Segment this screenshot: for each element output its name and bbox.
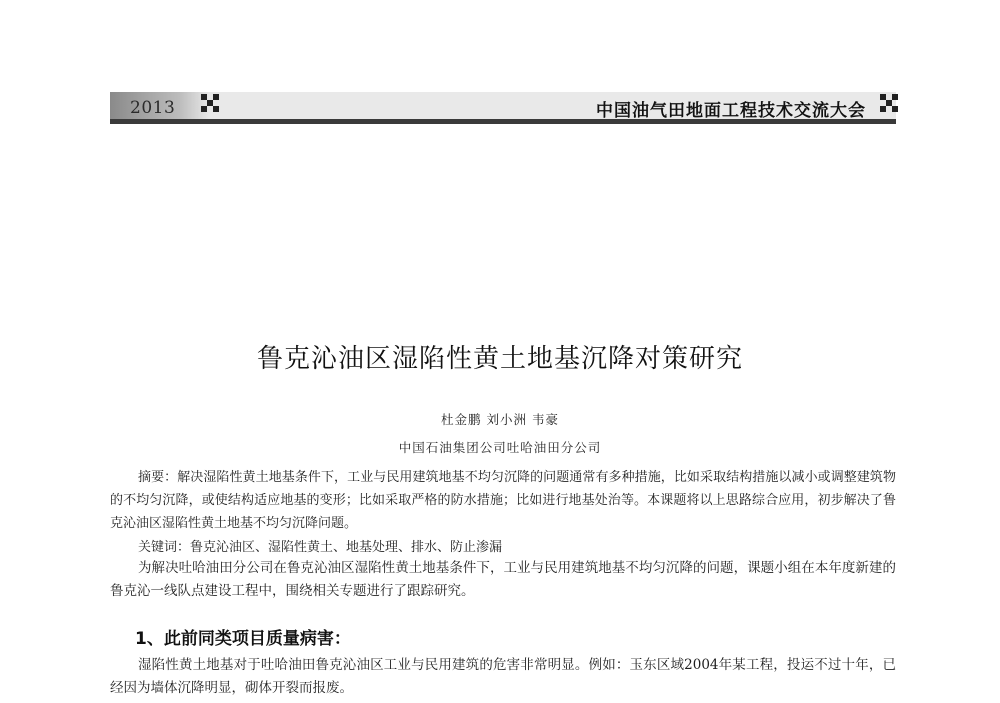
checker-ornament-left-icon — [201, 94, 221, 114]
header-year: 2013 — [130, 98, 176, 118]
paper-title: 鲁克沁油区湿陷性黄土地基沉降对策研究 — [256, 344, 743, 374]
header-band — [110, 92, 896, 122]
keywords-line: 关键词：鲁克沁油区、湿陷性黄土、地基处理、排水、防止渗漏 — [138, 540, 503, 555]
conference-name: 中国油气田地面工程技术交流大会 — [596, 101, 866, 121]
section-heading: 1、此前同类项目质量病害： — [135, 629, 351, 649]
checker-ornament-right-icon — [880, 94, 900, 114]
paper-authors: 杜金鹏 刘小洲 韦豪 — [441, 412, 559, 427]
paper-affiliation: 中国石油集团公司吐哈油田分公司 — [398, 440, 602, 455]
abstract-paragraph: 摘要：解决湿陷性黄土地基条件下，工业与民用建筑地基不均匀沉降的问题通常有多种措施，比如采取结构措施以减小或调整建筑物的不均匀沉降，或使结构适应地基的变形；比如采取严格的防水措施；比如进行地基处治等。本课题将以上思路综合应用，初步解决了鲁克沁油区湿陷性黄土地基不均匀沉降问题。 — [110, 470, 896, 531]
section-paragraph: 湿陷性黄土地基对于吐哈油田鲁克沁油区工业与民用建筑的危害非常明显。例如：玉东区域2004年某工程，投运不过十年，已经因为墙体沉降明显，砌体开裂而报废。 — [110, 657, 896, 696]
intro-paragraph: 为解决吐哈油田分公司在鲁克沁油区湿陷性黄土地基条件下，工业与民用建筑地基不均匀沉降的问题，课题小组在本年度新建的鲁克沁一线队点建设工程中，围绕相关专题进行了跟踪研究。 — [110, 560, 896, 599]
